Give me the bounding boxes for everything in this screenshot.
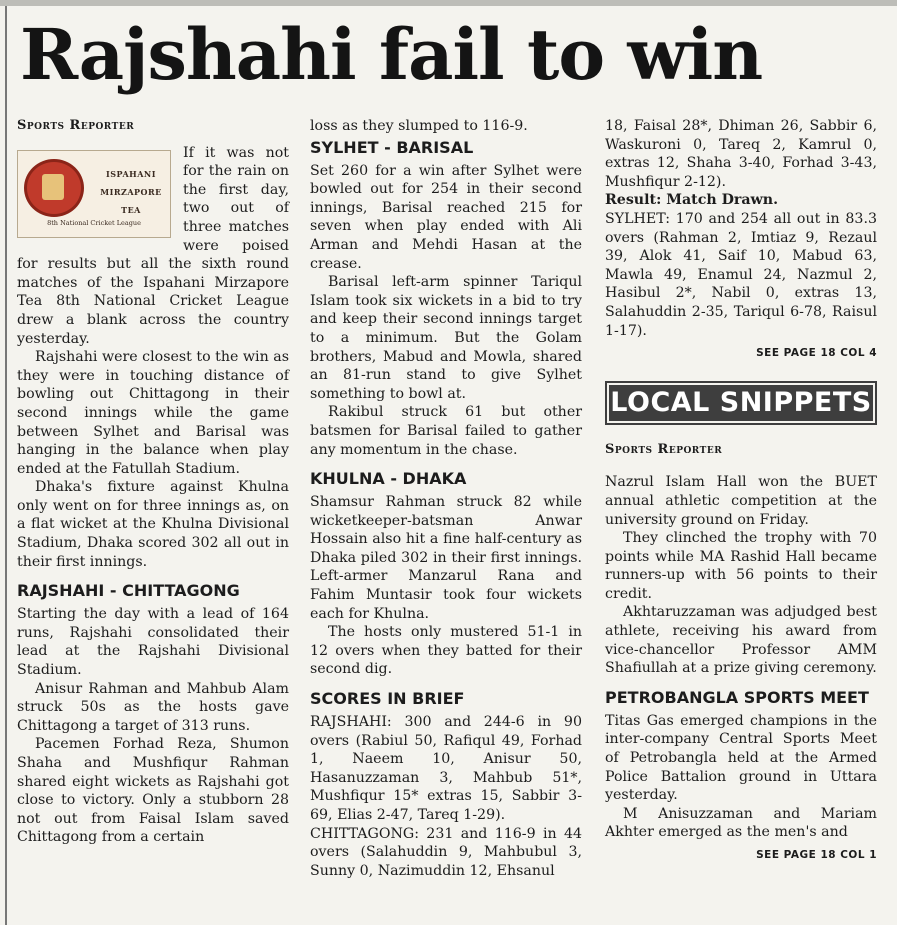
paragraph: Starting the day with a lead of 164 runs, Rajshahi consolidated their lead at the Rajshahi Divisional Stadium.	[17, 606, 289, 679]
paragraph: 18, Faisal 28*, Dhiman 26, Sabbir 6, Waskuroni 0, Tareq 2, Kamrul 0, extras 12, Shaha 3-40, Forhad 3-43, Mushfiqur 2-12).	[605, 118, 877, 190]
paragraph: Rakibul struck 61 but other batsmen for Barisal failed to gather any momentum in the chase.	[310, 404, 582, 458]
paragraph: M Anisuzzaman and Mariam Akhter emerged as the men's and	[605, 805, 877, 841]
logo-text-3: TEA	[121, 204, 141, 215]
see-page-link: SEE PAGE 18 COL 1	[756, 849, 877, 861]
paragraph: Rajshahi were closest to the win as they were in touching distance of bowling out Chittagong in their second innings while the game between Sylhet and Barisal was hanging in the balance when play ended at the Fatullah Stadium.	[17, 349, 289, 477]
logo-text-1: ISPAHANI	[106, 168, 156, 179]
paragraph: The hosts only mustered 51-1 in 12 overs when they batted for their second dig.	[310, 624, 582, 678]
column-1	[17, 117, 289, 847]
crest-icon	[24, 159, 84, 217]
paragraph: loss as they slumped to 116-9.	[310, 118, 528, 134]
paragraph: They clinched the trophy with 70 points while MA Rashid Hall became runners-up with 56 points to their credit.	[605, 530, 877, 602]
paragraph: Shamsur Rahman struck 82 while wicketkeeper-batsman Anwar Hossain also hit a fine half-century as Dhaka piled 302 in their first innings. Left-armer Manzarul Rana and Fahim Muntasir took four wickets each for Khulna.	[310, 494, 582, 622]
paragraph: Pacemen Forhad Reza, Shumon Shaha and Mushfiqur Rahman shared eight wickets as Rajshahi got close to victory. Only a stubborn 28 not out from Faisal Islam saved Chittagong from a certain	[17, 736, 289, 846]
subheading: SYLHET - BARISAL	[310, 137, 474, 157]
column-3	[605, 117, 877, 865]
paragraph: Akhtaruzzaman was adjudged best athlete, receiving his award from vice-chancellor Professor AMM Shafiullah at a prize giving ceremony.	[605, 604, 877, 677]
byline: Sports Reporter	[605, 441, 723, 457]
paragraph: Anisur Rahman and Mahbub Alam struck 50s as the hosts gave Chittagong a target of 313 runs.	[17, 680, 289, 734]
paragraph: Titas Gas emerged champions in the inter-company Central Sports Meet of Petrobangla held at the Armed Police Battalion ground in Uttara yesterday.	[605, 712, 877, 804]
see-page-link: SEE PAGE 18 COL 4	[756, 347, 877, 360]
paragraph: Dhaka's fixture against Khulna only went on for three innings as, on a flat wicket at the Khulna Divisional Stadium, Dhaka scored 302 all out in their first innings.	[17, 479, 289, 570]
paragraph: Nazrul Islam Hall won the BUET annual athletic competition at the university ground on Friday.	[605, 474, 877, 528]
top-strip	[0, 0, 897, 6]
left-rule	[5, 6, 7, 925]
byline: Sports Reporter	[17, 118, 135, 133]
league-logo	[17, 150, 171, 238]
scores-sylhet: SYLHET: 170 and 254 all out in 83.3 overs (Rahman 2, Imtiaz 9, Rezaul 39, Alok 41, Saif 10, Mabud 63, Mawla 49, Enamul 24, Nazmul 2, Hasibul 2*, Nabil 0, extras 13, Salahuddin 2-35, Tariqul 6-78, Raisul 1-17).	[605, 210, 877, 339]
local-snippets-banner: LOCAL SNIPPETS	[605, 381, 877, 425]
headline: Rajshahi fail to win	[20, 13, 763, 96]
scores-chittagong: CHITTAGONG: 231 and 116-9 in 44 overs (Salahuddin 9, Mahbubul 3, Sunny 0, Nazimuddin 12, Ehsanul	[310, 825, 582, 879]
paragraph: Set 260 for a win after Sylhet were bowled out for 254 in their second innings, Barisal reached 215 for seven when play ended with Ali Arman and Mehdi Hasan at the crease.	[310, 162, 582, 272]
subheading: SCORES IN BRIEF	[310, 689, 465, 709]
logo-text-2: MIRZAPORE	[100, 186, 162, 197]
paragraph: If it was not for the rain on the first day, two out of three matches were poised for results but all the sixth round matches of the Ispahani Mirzapore Tea 8th National Cricket League drew a blank across the country yesterday.	[17, 144, 289, 347]
paragraph: Barisal left-arm spinner Tariqul Islam took six wickets in a bid to try and keep their second innings target to a minimum. But the Golam brothers, Mabud and Mowla, shared an 81-run stand to give Sylhet something to bowl at.	[310, 274, 582, 402]
subheading: KHULNA - DHAKA	[310, 469, 467, 489]
logo-text-4: 8th National Cricket League	[47, 219, 141, 227]
match-result: Result: Match Drawn.	[605, 192, 779, 209]
subheading: RAJSHAHI - CHITTAGONG	[17, 581, 240, 601]
subheading: PETROBANGLA SPORTS MEET	[605, 687, 869, 707]
scores-rajshahi: RAJSHAHI: 300 and 244-6 in 90 overs (Rabiul 50, Rafiqul 49, Forhad 1, Naeem 10, Anisur 50, Hasanuzzaman 3, Mahbub 51*, Mushfiqur 15* extras 15, Sabbir 3-69, Elias 2-47, Tareq 1-29).	[310, 714, 582, 823]
column-2	[310, 117, 582, 880]
